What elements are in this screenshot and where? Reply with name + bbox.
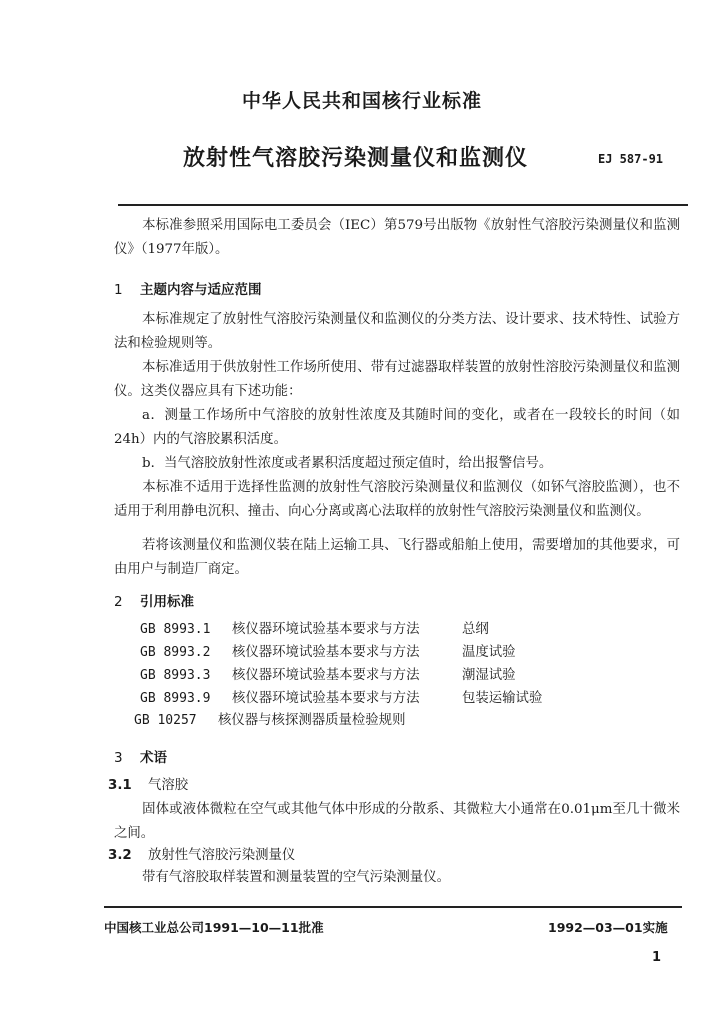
page-number: 1 xyxy=(652,950,662,965)
bottom-divider xyxy=(104,906,682,908)
reference-row: GB 8993.3 核仪器环境试验基本要求与方法 潮湿试验 xyxy=(140,668,516,683)
reference-row: GB 10257 核仪器与核探测器质量检验规则 xyxy=(134,713,406,728)
approval-date: 中国核工业总公司1991—10—11批准 xyxy=(104,920,324,935)
section-1-heading: 1 主题内容与适应范围 xyxy=(114,282,262,298)
standard-code: EJ 587-91 xyxy=(598,152,664,166)
reference-row: GB 8993.9 核仪器环境试验基本要求与方法 包装运输试验 xyxy=(140,691,543,706)
term-3-2-definition: 带有气溶胶取样装置和测量装置的空气污染测量仪。 xyxy=(142,870,450,885)
section-3-heading: 3 术语 xyxy=(114,750,167,766)
term-3-1: 3.1 气溶胶 xyxy=(108,778,189,793)
term-3-1-definition: 固体或液体微粒在空气或其他气体中形成的分散系、其微粒大小通常在0.01μm至几十微米之间。 xyxy=(114,802,680,841)
reference-row: GB 8993.2 核仪器环境试验基本要求与方法 温度试验 xyxy=(140,645,516,660)
document-header: 中华人民共和国核行业标准 xyxy=(241,90,482,112)
s1-paragraph-4: 若将该测量仪和监测仪装在陆上运输工具、飞行器或船舶上使用，需要增加的其他要求，可由用户与制造厂商定。 xyxy=(114,538,680,577)
s1-item-b: b．当气溶胶放射性浓度或者累积活度超过预定值时，给出报警信号。 xyxy=(142,456,553,471)
effective-date: 1992—03—01实施 xyxy=(548,920,668,935)
reference-row: GB 8993.1 核仪器环境试验基本要求与方法 总纲 xyxy=(140,622,489,637)
section-2-heading: 2 引用标准 xyxy=(114,594,194,610)
s1-paragraph-2: 本标准适用于供放射性工作场所使用、带有过滤器取样装置的放射性溶胶污染测量仪和监测仪。这类仪器应具有下述功能： xyxy=(114,360,680,399)
document-title: 放射性气溶胶污染测量仪和监测仪 xyxy=(183,146,529,171)
intro-paragraph: 本标准参照采用国际电工委员会（IEC）第579号出版物《放射性气溶胶污染测量仪和监测仪》（1977年版）。 xyxy=(114,218,680,257)
top-divider xyxy=(118,204,688,206)
s1-paragraph-3: 本标准不适用于选择性监测的放射性气溶胶污染测量仪和监测仪（如钚气溶胶监测），也不适用于利用静电沉积、撞击、向心分离或离心法取样的放射性气溶胶污染测量仪和监测仪。 xyxy=(114,480,680,519)
s1-paragraph-1: 本标准规定了放射性气溶胶污染测量仪和监测仪的分类方法、设计要求、技术特性、试验方法和检验规则等。 xyxy=(114,312,680,351)
term-3-2: 3.2 放射性气溶胶污染测量仪 xyxy=(108,848,296,863)
s1-item-a: a．测量工作场所中气溶胶的放射性浓度及其随时间的变化，或者在一段较长的时间（如24h）内的气溶胶累积活度。 xyxy=(114,408,680,447)
